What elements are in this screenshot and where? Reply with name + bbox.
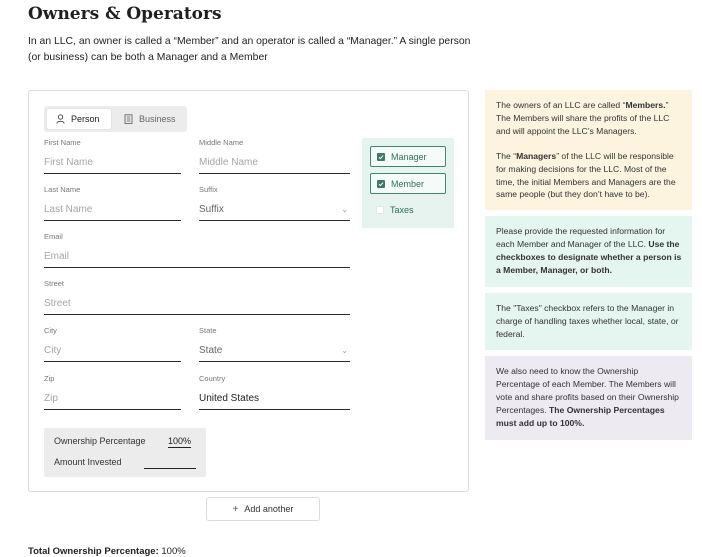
city-label: City <box>44 326 57 335</box>
state-selected: State <box>199 345 223 356</box>
total-ownership-value: 100% <box>161 546 186 557</box>
taxes-checkbox[interactable] <box>370 199 446 220</box>
chevron-down-icon: ⌄ <box>341 205 348 214</box>
first-name-label: First Name <box>44 138 81 147</box>
first-name-field <box>44 138 181 176</box>
zip-label: Zip <box>44 374 55 383</box>
city-input[interactable] <box>44 340 181 362</box>
info-bold-text: Use the checkboxes to designate whether a person is a Member, Manager, or both. <box>496 238 682 275</box>
manager-checkbox[interactable] <box>370 146 446 167</box>
role-checkboxes <box>362 138 454 228</box>
info-text: ” of the LLC will be responsible for making decisions for the LLC. Most of the time, the initial Members and Managers are the same people (but they don’t have to be). <box>496 150 676 200</box>
city-field <box>44 326 181 364</box>
last-name-label: Last Name <box>44 185 81 194</box>
info-panel-taxes <box>485 293 692 350</box>
info-text: ” The Members will share the profits of the LLC and will appoint the LLC’s Managers. <box>496 100 670 136</box>
taxes-label: Taxes <box>390 204 414 215</box>
person-icon <box>56 114 65 124</box>
middle-name-field <box>199 138 350 176</box>
suffix-selected: Suffix <box>199 204 224 215</box>
info-bold-text: Members. <box>625 100 666 110</box>
zip-field <box>44 374 181 412</box>
middle-name-input[interactable] <box>199 152 350 174</box>
info-members-paragraph <box>496 99 682 138</box>
amount-invested-label: Amount Invested <box>54 457 122 467</box>
first-name-input[interactable] <box>44 152 181 174</box>
info-taxes-paragraph: The "Taxes" checkbox refers to the Manager in charge of handling taxes whether local, state, or federal. <box>496 303 679 339</box>
last-name-field <box>44 185 181 223</box>
add-another-label: Add another <box>244 504 294 514</box>
info-bold-text: The Ownership Percentages must add up to 100%. <box>496 404 665 428</box>
info-text: The owners of an LLC are called “ <box>496 100 626 110</box>
entity-type-toggle <box>44 106 187 132</box>
info-text: Please provide the requested information for each Member and Manager of the LLC. <box>496 226 666 249</box>
ownership-percentage-input[interactable]: 100% <box>168 436 192 446</box>
zip-input[interactable] <box>44 388 181 410</box>
member-label: Member <box>391 178 425 189</box>
tab-person-label: Person <box>71 114 100 124</box>
building-icon <box>124 114 133 124</box>
tab-business[interactable] <box>115 109 185 129</box>
ownership-percentage-label: Ownership Percentage <box>54 436 146 446</box>
info-ownership-paragraph <box>496 365 682 430</box>
add-another-button[interactable] <box>206 497 320 521</box>
tab-person[interactable] <box>47 109 111 129</box>
info-managers-paragraph <box>496 150 682 202</box>
suffix-field <box>199 185 350 223</box>
info-bold-text: Managers <box>516 150 557 161</box>
country-input[interactable]: United States <box>199 388 350 410</box>
suffix-select[interactable] <box>199 199 350 221</box>
plus-icon: + <box>232 503 239 515</box>
suffix-label: Suffix <box>199 185 218 194</box>
info-text: We also need to know the Ownership Percentage of each Member. The Members will vote and share profits based on their Ownership Percentages. <box>496 366 679 415</box>
email-input[interactable] <box>44 246 350 268</box>
manager-label: Manager <box>391 151 427 162</box>
checkbox-checked-icon <box>377 153 385 161</box>
info-panel-ownership <box>485 356 692 440</box>
state-select[interactable] <box>199 340 350 362</box>
last-name-input[interactable] <box>44 199 181 221</box>
total-ownership <box>28 546 186 557</box>
street-field <box>44 279 350 317</box>
info-panel-members-managers <box>485 90 692 210</box>
checkbox-checked-icon <box>377 180 385 188</box>
street-input[interactable] <box>44 293 350 315</box>
info-text: The “ <box>496 150 517 161</box>
owner-form-card <box>28 90 469 492</box>
state-field <box>199 326 350 364</box>
info-panel-instructions <box>485 216 692 287</box>
page-title: Owners & Operators <box>28 4 222 24</box>
checkbox-unchecked-icon <box>376 206 384 214</box>
tab-business-label: Business <box>139 114 176 124</box>
middle-name-label: Middle Name <box>199 138 244 147</box>
email-field <box>44 232 350 270</box>
ownership-box <box>44 428 206 477</box>
chevron-down-icon: ⌄ <box>341 346 348 355</box>
total-ownership-label: Total Ownership Percentage: <box>28 546 159 557</box>
country-label: Country <box>199 374 226 383</box>
info-instructions-paragraph <box>496 225 682 277</box>
intro-text: In an LLC, an owner is called a “Member” and an operator is called a “Manager.” A single person (or business) can be both a Manager and a Member <box>28 36 471 63</box>
street-label: Street <box>44 279 65 288</box>
country-field <box>199 374 350 412</box>
member-checkbox[interactable] <box>370 173 446 194</box>
state-label: State <box>199 326 217 335</box>
amount-invested-input[interactable] <box>144 457 196 469</box>
email-label: Email <box>44 232 63 241</box>
